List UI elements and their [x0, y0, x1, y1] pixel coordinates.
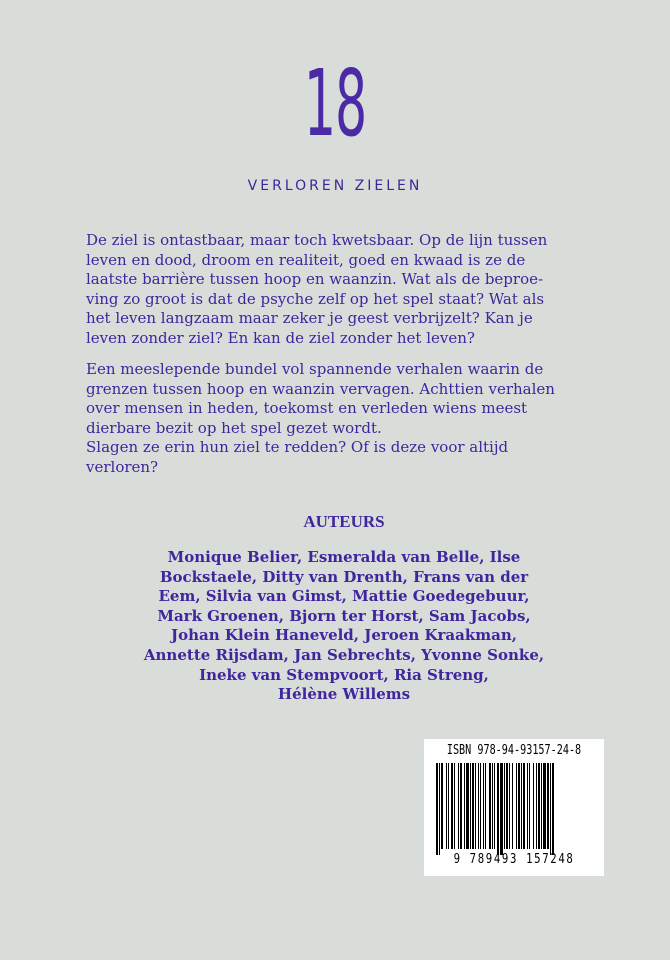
barcode-bar: [466, 763, 469, 849]
blurb-line: over mensen in heden, toekomst en verleden wiens meest: [86, 399, 528, 417]
blurb-line: Een meeslepende bundel vol spannende verhalen waarin de: [86, 360, 544, 378]
barcode-bar: [538, 763, 540, 849]
blurb-line: verloren?: [86, 457, 159, 476]
blurb-paragraph-2: [86, 360, 586, 477]
barcode-bar: [516, 763, 517, 849]
authors-line: Annette Rijsdam, Jan Sebrechts, Yvonne Sonke,: [143, 645, 545, 664]
book-title-number: 18: [303, 50, 367, 157]
blurb-line: grenzen tussen hoop en waanzin vervagen. Achttien verhalen: [86, 379, 555, 398]
barcode-bar: [458, 763, 459, 849]
barcode-digits: 9 789493 157248: [453, 852, 575, 867]
blurb-line: De ziel is ontastbaar, maar toch kwetsbaar. Op de lijn tussen: [86, 231, 548, 249]
barcode-bar: [436, 763, 438, 855]
barcode-bar: [509, 763, 510, 849]
barcode-bar: [441, 763, 443, 849]
blurb-line: leven en dood, droom en realiteit, goed en kwaad is ze de: [86, 250, 526, 269]
authors-line: Monique Belier, Esmeralda van Belle, Ilse: [167, 548, 521, 566]
barcode-bar: [547, 763, 549, 849]
barcode-bar: [529, 763, 530, 849]
barcode-bar: [536, 763, 537, 849]
barcode-bar: [489, 763, 491, 849]
authors-heading: AUTEURS: [303, 512, 385, 531]
barcode-bar: [497, 763, 499, 855]
isbn-barcode: [424, 739, 604, 876]
authors-line: Mark Groenen, Bjorn ter Horst, Sam Jacobs,: [157, 606, 531, 625]
authors-line: Ineke van Stempvoort, Ria Streng,: [199, 665, 489, 684]
barcode-bar: [492, 763, 493, 849]
barcode-bar: [504, 763, 505, 849]
barcode-bar: [472, 763, 474, 849]
blurb-line: dierbare bezit op het spel gezet wordt.: [86, 418, 382, 437]
barcode-bar: [478, 763, 479, 849]
barcode-bar: [446, 763, 447, 849]
authors-line: Eem, Silvia van Gimst, Mattie Goedegebuur,: [158, 587, 530, 606]
barcode-bar: [550, 763, 551, 855]
barcode-bar: [480, 763, 481, 849]
barcode-bar: [439, 763, 440, 855]
barcode-bar: [521, 763, 522, 849]
blurb-line: ving zo groot is dat de psyche zelf op het spel staat? Wat als: [86, 289, 545, 308]
blurb-line: leven zonder ziel? En kan de ziel zonder het leven?: [86, 328, 475, 347]
barcode-bar: [500, 763, 503, 855]
barcode-bar: [506, 763, 508, 849]
blurb-line: het leven langzaam maar zeker je geest verbrijzelt? Kan je: [86, 309, 533, 327]
barcode-bar: [470, 763, 471, 849]
authors-line: Johan Klein Haneveld, Jeroen Kraakman,: [171, 626, 517, 645]
barcode-bar: [494, 763, 495, 849]
blurb-paragraph-1: [86, 231, 586, 348]
barcode-bar: [475, 763, 476, 849]
barcode-bar: [518, 763, 520, 849]
barcode-bar: [448, 763, 449, 849]
blurb-line: laatste barrière tussen hoop en waanzin. Wat als de beproe-: [86, 270, 544, 288]
barcode-bar: [533, 763, 534, 849]
blurb-line: Slagen ze erin hun ziel te redden? Of is deze voor altijd: [86, 438, 509, 456]
barcode-bar: [512, 763, 513, 849]
barcode-bar: [460, 763, 462, 849]
barcode-bar: [485, 763, 486, 849]
barcode-bar: [454, 763, 455, 849]
barcode-bar: [527, 763, 528, 849]
barcode-bar: [483, 763, 484, 849]
barcode-bar: [464, 763, 465, 849]
barcode-bar: [543, 763, 546, 849]
barcode-bar: [552, 763, 554, 855]
authors-list: [0, 548, 670, 705]
barcode-bar: [523, 763, 525, 849]
isbn-label: ISBN 978-94-93157-24-8: [446, 743, 582, 758]
book-subtitle: VERLOREN ZIELEN: [247, 178, 423, 194]
authors-line: Bockstaele, Ditty van Drenth, Frans van der: [159, 567, 529, 586]
barcode-bar: [451, 763, 453, 849]
authors-line: Hélène Willems: [277, 685, 411, 704]
barcode-bar: [541, 763, 542, 849]
barcode-bars: [434, 763, 596, 855]
